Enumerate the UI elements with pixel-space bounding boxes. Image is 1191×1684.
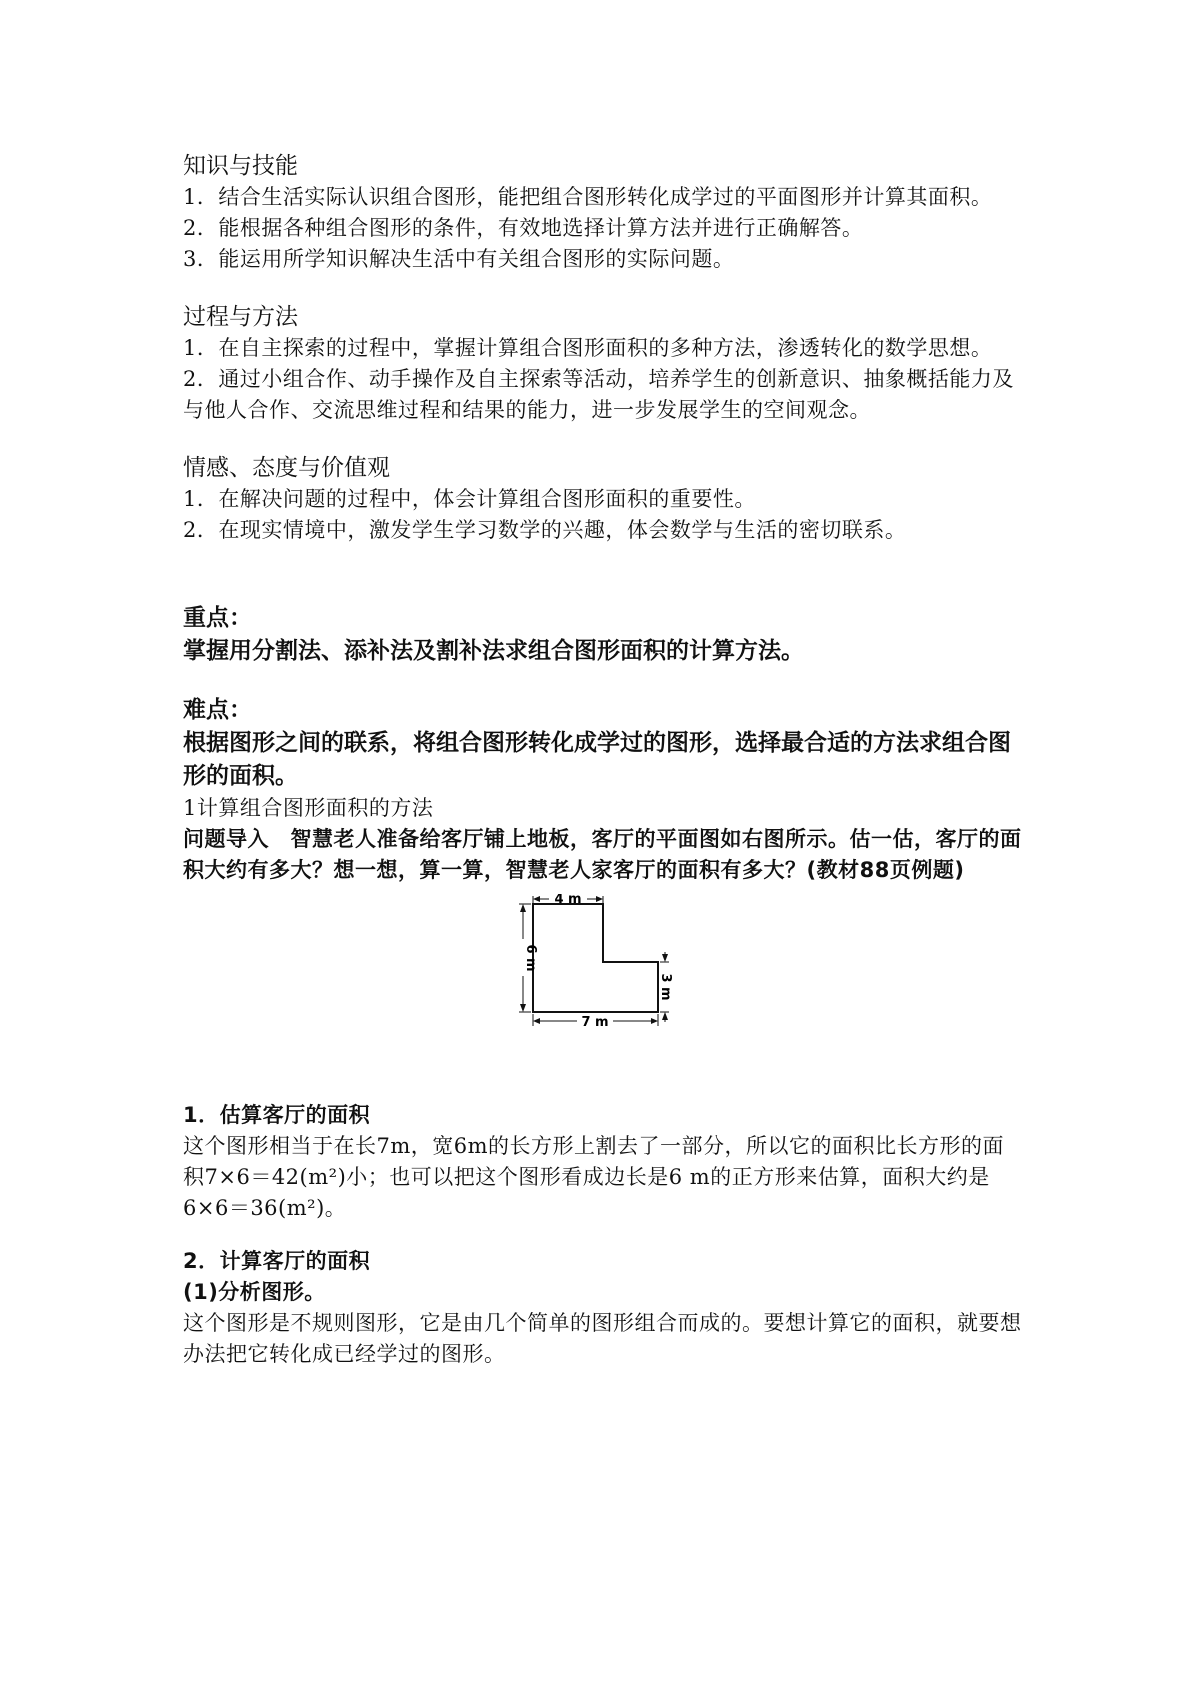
- estimate-title: 1．估算客厅的面积: [183, 1103, 371, 1127]
- section-title-emotion: 情感、态度与价值观: [183, 455, 390, 481]
- knowledge-item-3: 3．能运用所学知识解决生活中有关组合图形的实际问题。: [183, 247, 735, 271]
- calculate-title: 2．计算客厅的面积: [183, 1249, 371, 1273]
- right-height-label: 3 m: [658, 973, 673, 1001]
- bottom-width-label: 7 m: [581, 1015, 609, 1030]
- floor-plan-figure: [183, 894, 1023, 1044]
- emotion-item-2: 2．在现实情境中，激发学生学习数学的兴趣，体会数学与生活的密切联系。: [183, 518, 907, 542]
- emotion-item-1: 1．在解决问题的过程中，体会计算组合图形面积的重要性。: [183, 487, 756, 511]
- process-item-2: 2．通过小组合作、动手操作及自主探索等活动，培养学生的创新意识、抽象概括能力及与他人合作、交流思维过程和结果的能力，进一步发展学生的空间观念。: [183, 367, 1014, 422]
- key-point-label: 重点：: [183, 605, 252, 631]
- difficulty-text: 根据图形之间的联系，将组合图形转化成学过的图形，选择最合适的方法求组合图形的面积。: [183, 730, 1011, 789]
- left-height-label: 6 m: [523, 944, 538, 972]
- knowledge-item-2: 2．能根据各种组合图形的条件，有效地选择计算方法并进行正确解答。: [183, 216, 864, 240]
- lesson-intro: 问题导入 智慧老人准备给客厅铺上地板，客厅的平面图如右图所示。估一估，客厅的面积大约有多大？想一想，算一算，智慧老人家客厅的面积有多大？(教材88页例题): [183, 827, 1022, 882]
- estimate-text: 这个图形相当于在长7m，宽6m的长方形上割去了一部分，所以它的面积比长方形的面积7×6＝42(m²)小；也可以把这个图形看成边长是6 m的正方形来估算，面积大约是6×6＝36(m²)。: [183, 1134, 1005, 1220]
- document-page: [183, 150, 1023, 1370]
- difficulty-label: 难点：: [183, 697, 252, 723]
- process-item-1: 1．在自主探索的过程中，掌握计算组合图形面积的多种方法，渗透转化的数学思想。: [183, 336, 993, 360]
- calculate-subtitle: (1)分析图形。: [183, 1280, 326, 1304]
- floor-outline: [533, 904, 658, 1012]
- top-width-label: 4 m: [554, 894, 582, 907]
- section-title-process: 过程与方法: [183, 304, 298, 330]
- knowledge-item-1: 1．结合生活实际认识组合图形，能把组合图形转化成学过的平面图形并计算其面积。: [183, 185, 993, 209]
- key-point-text: 掌握用分割法、添补法及割补法求组合图形面积的计算方法。: [183, 638, 804, 664]
- floor-plan-diagram: [513, 894, 673, 1034]
- lesson-title: 1计算组合图形面积的方法: [183, 796, 434, 820]
- section-title-knowledge: 知识与技能: [183, 153, 298, 179]
- calculate-text: 这个图形是不规则图形，它是由几个简单的图形组合而成的。要想计算它的面积，就要想办法把它转化成已经学过的图形。: [183, 1311, 1022, 1366]
